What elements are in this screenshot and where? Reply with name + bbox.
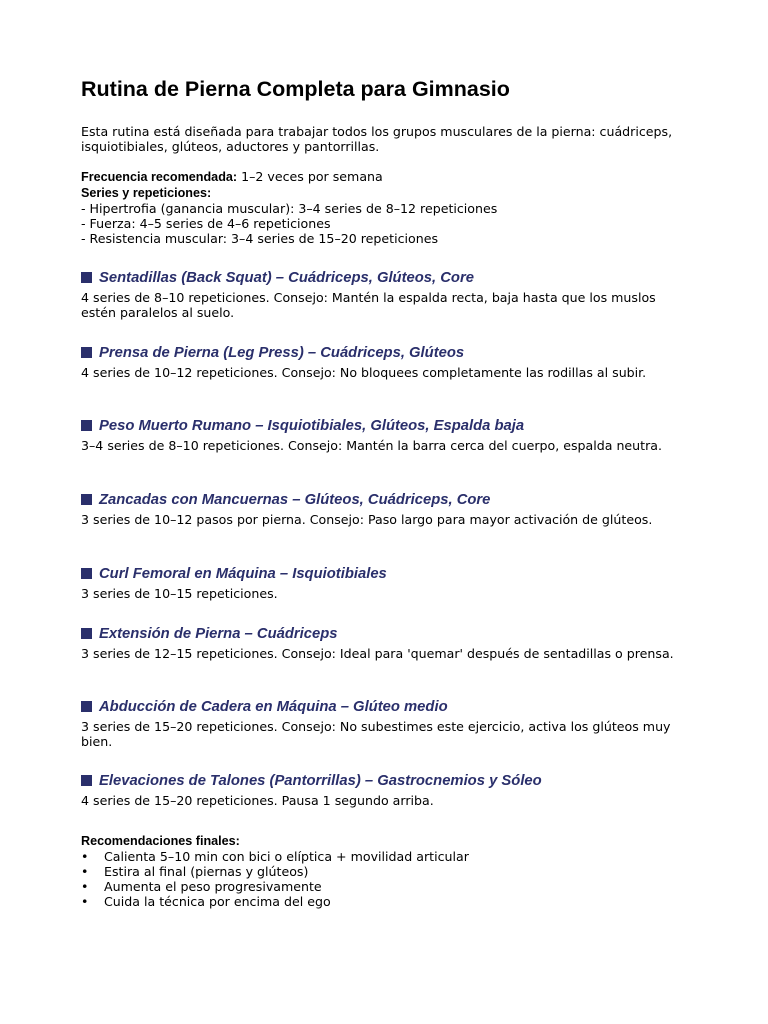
exercise-description: 4 series de 10–12 repeticiones. Consejo: No bloquees completamente las rodillas al subir. bbox=[81, 365, 647, 380]
exercise-section bbox=[81, 697, 681, 749]
exercise-section bbox=[81, 268, 681, 320]
square-bullet-icon bbox=[81, 628, 92, 639]
exercise-section bbox=[81, 771, 681, 808]
series-line-endurance: - Resistencia muscular: 3–4 series de 15–20 repeticiones bbox=[81, 231, 439, 246]
bullet-icon: • bbox=[81, 894, 89, 909]
exercise-heading bbox=[81, 564, 681, 584]
exercise-heading bbox=[81, 697, 681, 717]
list-item-text: Cuida la técnica por encima del ego bbox=[104, 894, 331, 909]
exercise-heading-text: Sentadillas (Back Squat) – Cuádriceps, Glúteos, Core bbox=[99, 270, 474, 286]
frequency-value: 1–2 veces por semana bbox=[237, 169, 383, 184]
exercise-section bbox=[81, 624, 681, 661]
bullet-icon: • bbox=[81, 864, 89, 879]
series-label-line bbox=[81, 185, 681, 201]
exercise-heading-text: Prensa de Pierna (Leg Press) – Cuádriceps, Glúteos bbox=[99, 345, 465, 361]
exercise-section bbox=[81, 343, 681, 380]
exercise-description: 3 series de 10–15 repeticiones. bbox=[81, 586, 278, 601]
exercise-heading bbox=[81, 343, 681, 363]
frequency-line bbox=[81, 169, 681, 185]
document-page bbox=[81, 74, 681, 909]
intro-paragraph: Esta rutina está diseñada para trabajar todos los grupos musculares de la pierna: cuádriceps, isquiotibiales, glúteos, aductores y pantorrillas. bbox=[81, 124, 673, 154]
exercise-section bbox=[81, 490, 681, 527]
list-item-text: Estira al final (piernas y glúteos) bbox=[104, 864, 309, 879]
exercise-heading-text: Curl Femoral en Máquina – Isquiotibiales bbox=[99, 566, 387, 582]
exercise-heading-text: Zancadas con Mancuernas – Glúteos, Cuádriceps, Core bbox=[99, 492, 491, 508]
final-title: Recomendaciones finales: bbox=[81, 834, 240, 848]
square-bullet-icon bbox=[81, 347, 92, 358]
exercise-heading bbox=[81, 268, 681, 288]
exercise-heading-text: Abducción de Cadera en Máquina – Glúteo medio bbox=[99, 699, 448, 715]
exercise-section bbox=[81, 416, 681, 453]
exercise-description: 4 series de 8–10 repeticiones. Consejo: Mantén la espalda recta, baja hasta que los muslos estén paralelos al suelo. bbox=[81, 290, 656, 320]
square-bullet-icon bbox=[81, 701, 92, 712]
square-bullet-icon bbox=[81, 494, 92, 505]
final-recommendations bbox=[81, 834, 681, 909]
exercise-description: 3 series de 15–20 repeticiones. Consejo: No subestimes este ejercicio, activa los glúteos muy bien. bbox=[81, 719, 671, 749]
exercise-heading bbox=[81, 490, 681, 510]
exercise-heading bbox=[81, 624, 681, 644]
list-item-text: Aumenta el peso progresivamente bbox=[104, 879, 322, 894]
list-item bbox=[81, 864, 681, 879]
bullet-icon: • bbox=[81, 879, 89, 894]
final-list bbox=[81, 849, 681, 909]
square-bullet-icon bbox=[81, 272, 92, 283]
exercise-heading-text: Elevaciones de Talones (Pantorrillas) – Gastrocnemios y Sóleo bbox=[99, 773, 542, 789]
series-line-strength: - Fuerza: 4–5 series de 4–6 repeticiones bbox=[81, 216, 331, 231]
bullet-icon: • bbox=[81, 849, 89, 864]
list-item bbox=[81, 894, 681, 909]
list-item bbox=[81, 849, 681, 864]
series-line-hypertrophy: - Hipertrofia (ganancia muscular): 3–4 series de 8–12 repeticiones bbox=[81, 201, 498, 216]
square-bullet-icon bbox=[81, 568, 92, 579]
training-parameters bbox=[81, 169, 681, 246]
exercise-section bbox=[81, 564, 681, 601]
exercise-description: 3 series de 10–12 pasos por pierna. Consejo: Paso largo para mayor activación de glúteos. bbox=[81, 512, 653, 527]
list-item bbox=[81, 879, 681, 894]
list-item-text: Calienta 5–10 min con bici o elíptica + movilidad articular bbox=[104, 849, 469, 864]
exercise-heading bbox=[81, 416, 681, 436]
frequency-label: Frecuencia recomendada: bbox=[81, 170, 238, 184]
square-bullet-icon bbox=[81, 420, 92, 431]
exercise-description: 3 series de 12–15 repeticiones. Consejo: Ideal para 'quemar' después de sentadillas o prensa. bbox=[81, 646, 674, 661]
exercise-description: 4 series de 15–20 repeticiones. Pausa 1 segundo arriba. bbox=[81, 793, 434, 808]
square-bullet-icon bbox=[81, 775, 92, 786]
exercise-heading bbox=[81, 771, 681, 791]
exercise-description: 3–4 series de 8–10 repeticiones. Consejo: Mantén la barra cerca del cuerpo, espalda neutra. bbox=[81, 438, 663, 453]
exercise-heading-text: Peso Muerto Rumano – Isquiotibiales, Glúteos, Espalda baja bbox=[99, 418, 525, 434]
series-label: Series y repeticiones: bbox=[81, 186, 212, 200]
exercise-heading-text: Extensión de Pierna – Cuádriceps bbox=[99, 626, 338, 642]
page-title: Rutina de Pierna Completa para Gimnasio bbox=[81, 77, 510, 101]
